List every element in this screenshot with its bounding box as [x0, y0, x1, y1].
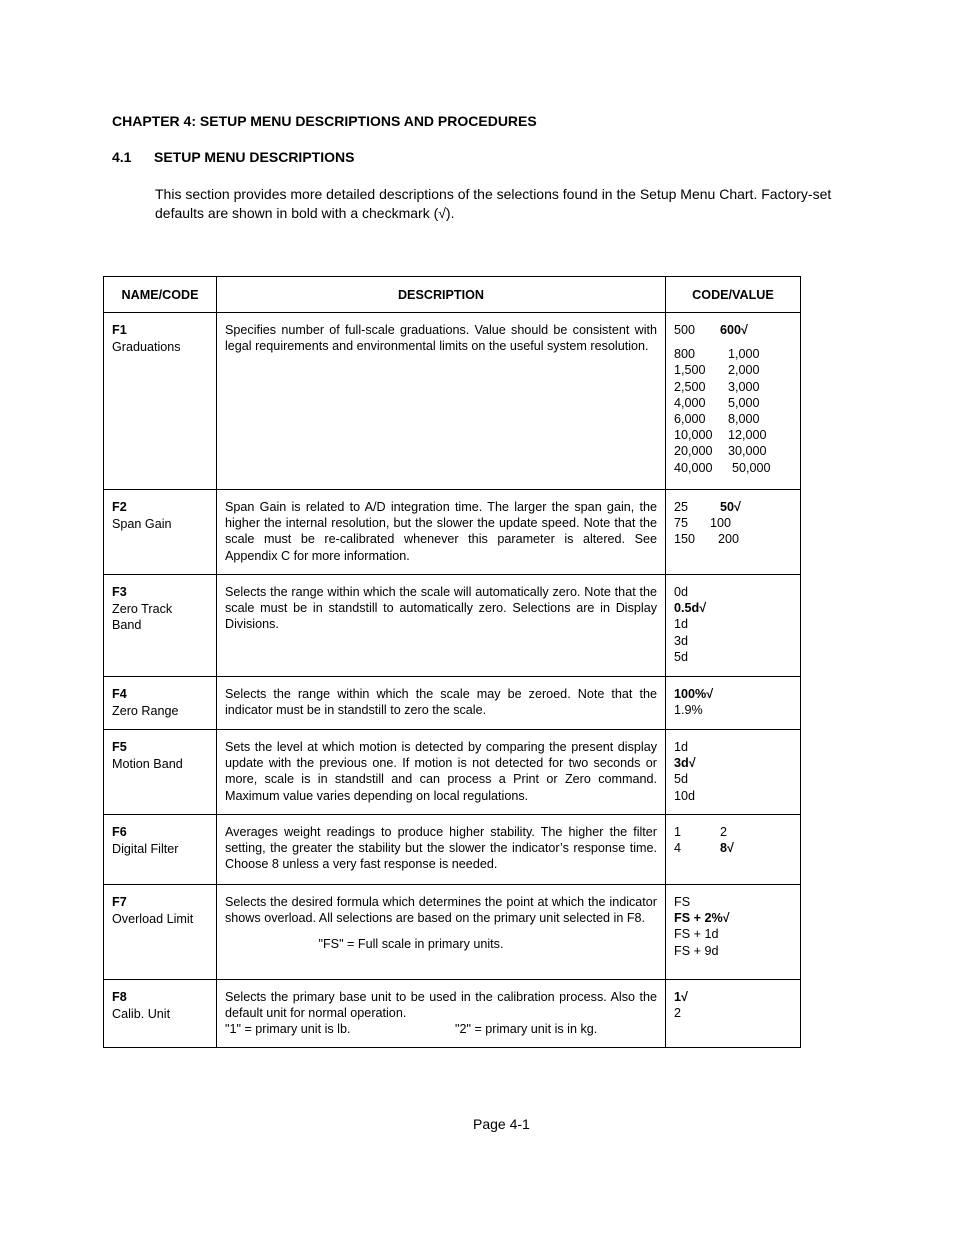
- description-text: Selects the primary base unit to be used in the calibration process. Also the default unit for normal operation.: [225, 990, 657, 1021]
- table-header-row: [104, 277, 801, 313]
- value-option: 3,000: [728, 379, 760, 394]
- value-option: 4,000: [674, 395, 706, 410]
- table-row-f2: [104, 490, 801, 575]
- param-code: F2: [112, 500, 127, 514]
- unit-note-lb: "1" = primary unit is lb.: [225, 1022, 351, 1037]
- unit-notes: [225, 1021, 657, 1037]
- unit-note-kg: "2" = primary unit is in kg.: [455, 1022, 598, 1037]
- value-default: 50√: [720, 500, 741, 514]
- value-option: 800: [674, 347, 696, 362]
- value-option: 12,000: [728, 428, 767, 443]
- value-option: 5d: [674, 772, 689, 787]
- value-option: 0d: [674, 585, 689, 599]
- description-cell: Span Gain is related to A/D integration time. The larger the span gain, the higher the internal resolution, but the slower the update speed. Note that the scale must be re-calibrated whenever this parameter is altered. See Appendix C for more information.: [217, 490, 666, 575]
- value-option: 2,500: [674, 379, 706, 394]
- name-cell: [104, 730, 217, 815]
- section-number: 4.1: [112, 149, 132, 165]
- table-row-f4: [104, 677, 801, 730]
- name-cell: [104, 677, 217, 730]
- values-cell: [666, 980, 801, 1048]
- param-name: Zero Range: [112, 703, 179, 718]
- param-name-line: Zero Track: [112, 601, 173, 616]
- value-option: 1d: [674, 740, 689, 754]
- intro-paragraph: This section provides more detailed descriptions of the selections found in the Setup Menu Chart. Factory-set defaults are shown in bold with a checkmark (√).: [155, 186, 832, 221]
- values-cell: [666, 677, 801, 730]
- values-cell: [666, 885, 801, 980]
- value-option: 100: [710, 516, 732, 531]
- param-name: Calib. Unit: [112, 1006, 171, 1021]
- header-code-value: CODE/VALUE: [666, 277, 801, 313]
- param-code: F6: [112, 825, 127, 839]
- values-cell: [666, 313, 801, 490]
- section-heading: [112, 149, 354, 165]
- value-default: 600√: [720, 323, 748, 337]
- chapter-title: CHAPTER 4: SETUP MENU DESCRIPTIONS AND PROCEDURES: [112, 113, 537, 129]
- name-cell: [104, 815, 217, 885]
- value-option: 5,000: [728, 395, 760, 410]
- param-code: F7: [112, 895, 127, 909]
- table-row-f7: [104, 885, 801, 980]
- description-cell: Sets the level at which motion is detected by comparing the present display update with the previous one. If motion is not detected for two seconds or more, scale is in standstill and can process a Print or Zero command. Maximum value varies depending on local regulations.: [217, 730, 666, 815]
- value-option: 75: [674, 516, 689, 531]
- name-cell: [104, 575, 217, 677]
- value-option: 1,000: [728, 347, 760, 362]
- table-row-f6: [104, 815, 801, 885]
- values-cell: [666, 815, 801, 885]
- value-option: 1,500: [674, 363, 706, 378]
- description-cell: [217, 885, 666, 980]
- value-option: 5d: [674, 649, 689, 664]
- value-option: 500: [674, 323, 696, 337]
- value-option: 10d: [674, 788, 696, 803]
- param-name: Digital Filter: [112, 841, 179, 856]
- value-option: 8,000: [728, 412, 760, 427]
- values-cell: [666, 490, 801, 575]
- values-cell: [666, 730, 801, 815]
- page-number: Page 4-1: [473, 1116, 530, 1132]
- value-option: 30,000: [728, 444, 767, 459]
- value-option: FS + 9d: [674, 943, 719, 958]
- param-name: Motion Band: [112, 756, 183, 771]
- value-option: 1: [674, 825, 682, 839]
- value-option: 6,000: [674, 412, 706, 427]
- table-row-f5: [104, 730, 801, 815]
- name-cell: [104, 313, 217, 490]
- value-default: 1√: [674, 990, 688, 1004]
- table-row-f3: [104, 575, 801, 677]
- value-option: 40,000: [674, 460, 713, 475]
- value-default: 8√: [720, 841, 734, 856]
- header-description: DESCRIPTION: [217, 277, 666, 313]
- value-option: 2,000: [728, 363, 760, 378]
- values-cell: [666, 575, 801, 677]
- description-note: "FS" = Full scale in primary units.: [318, 937, 504, 952]
- value-option: FS: [674, 895, 691, 909]
- section-title: SETUP MENU DESCRIPTIONS: [154, 149, 355, 165]
- value-default: 0.5d√: [674, 601, 707, 616]
- value-option: 200: [718, 532, 740, 547]
- description-cell: Selects the range within which the scale will automatically zero. Note that the scale must be in standstill to automatically zero. Selections are in Display Divisions.: [217, 575, 666, 677]
- value-option: 25: [674, 500, 689, 514]
- description-cell: Selects the range within which the scale may be zeroed. Note that the indicator must be in standstill to zero the scale.: [217, 677, 666, 730]
- value-option: 150: [674, 532, 696, 547]
- description-text: Selects the desired formula which determines the point at which the indicator shows overload. All selections are based on the primary unit selected in F8.: [225, 895, 657, 926]
- value-option: FS + 1d: [674, 927, 719, 942]
- param-name: Overload Limit: [112, 911, 194, 926]
- value-option: 2: [674, 1006, 682, 1021]
- value-option: 4: [674, 841, 682, 856]
- table-row-f8: [104, 980, 801, 1048]
- value-option: 1d: [674, 617, 689, 632]
- header-name-code: NAME/CODE: [104, 277, 217, 313]
- description-cell: [217, 980, 666, 1048]
- value-default: FS + 2%√: [674, 911, 730, 926]
- param-code: F4: [112, 687, 127, 701]
- value-option: 3d: [674, 633, 689, 648]
- value-default: 3d√: [674, 756, 696, 771]
- param-code: F8: [112, 990, 127, 1004]
- value-option: 2: [720, 825, 728, 839]
- param-code: F3: [112, 585, 127, 599]
- param-name: Span Gain: [112, 516, 172, 531]
- value-option: 20,000: [674, 444, 713, 459]
- value-option: 50,000: [732, 460, 771, 475]
- value-option: 10,000: [674, 428, 713, 443]
- param-name: Graduations: [112, 339, 181, 354]
- description-cell: Averages weight readings to produce higher stability. The higher the filter setting, the greater the stability but the slower the indicator’s response time. Choose 8 unless a very fast response is needed.: [217, 815, 666, 885]
- setup-menu-table: [103, 276, 801, 1048]
- name-cell: [104, 980, 217, 1048]
- param-name-line: Band: [112, 618, 142, 632]
- param-code: F5: [112, 740, 127, 754]
- value-option: 1.9%: [674, 703, 703, 718]
- param-code: F1: [112, 323, 127, 337]
- value-default: 100%√: [674, 687, 714, 701]
- description-cell: Specifies number of full-scale graduations. Value should be consistent with legal requirements and environmental limits on the useful system resolution.: [217, 313, 666, 490]
- name-cell: [104, 490, 217, 575]
- name-cell: [104, 885, 217, 980]
- table-row-f1: [104, 313, 801, 490]
